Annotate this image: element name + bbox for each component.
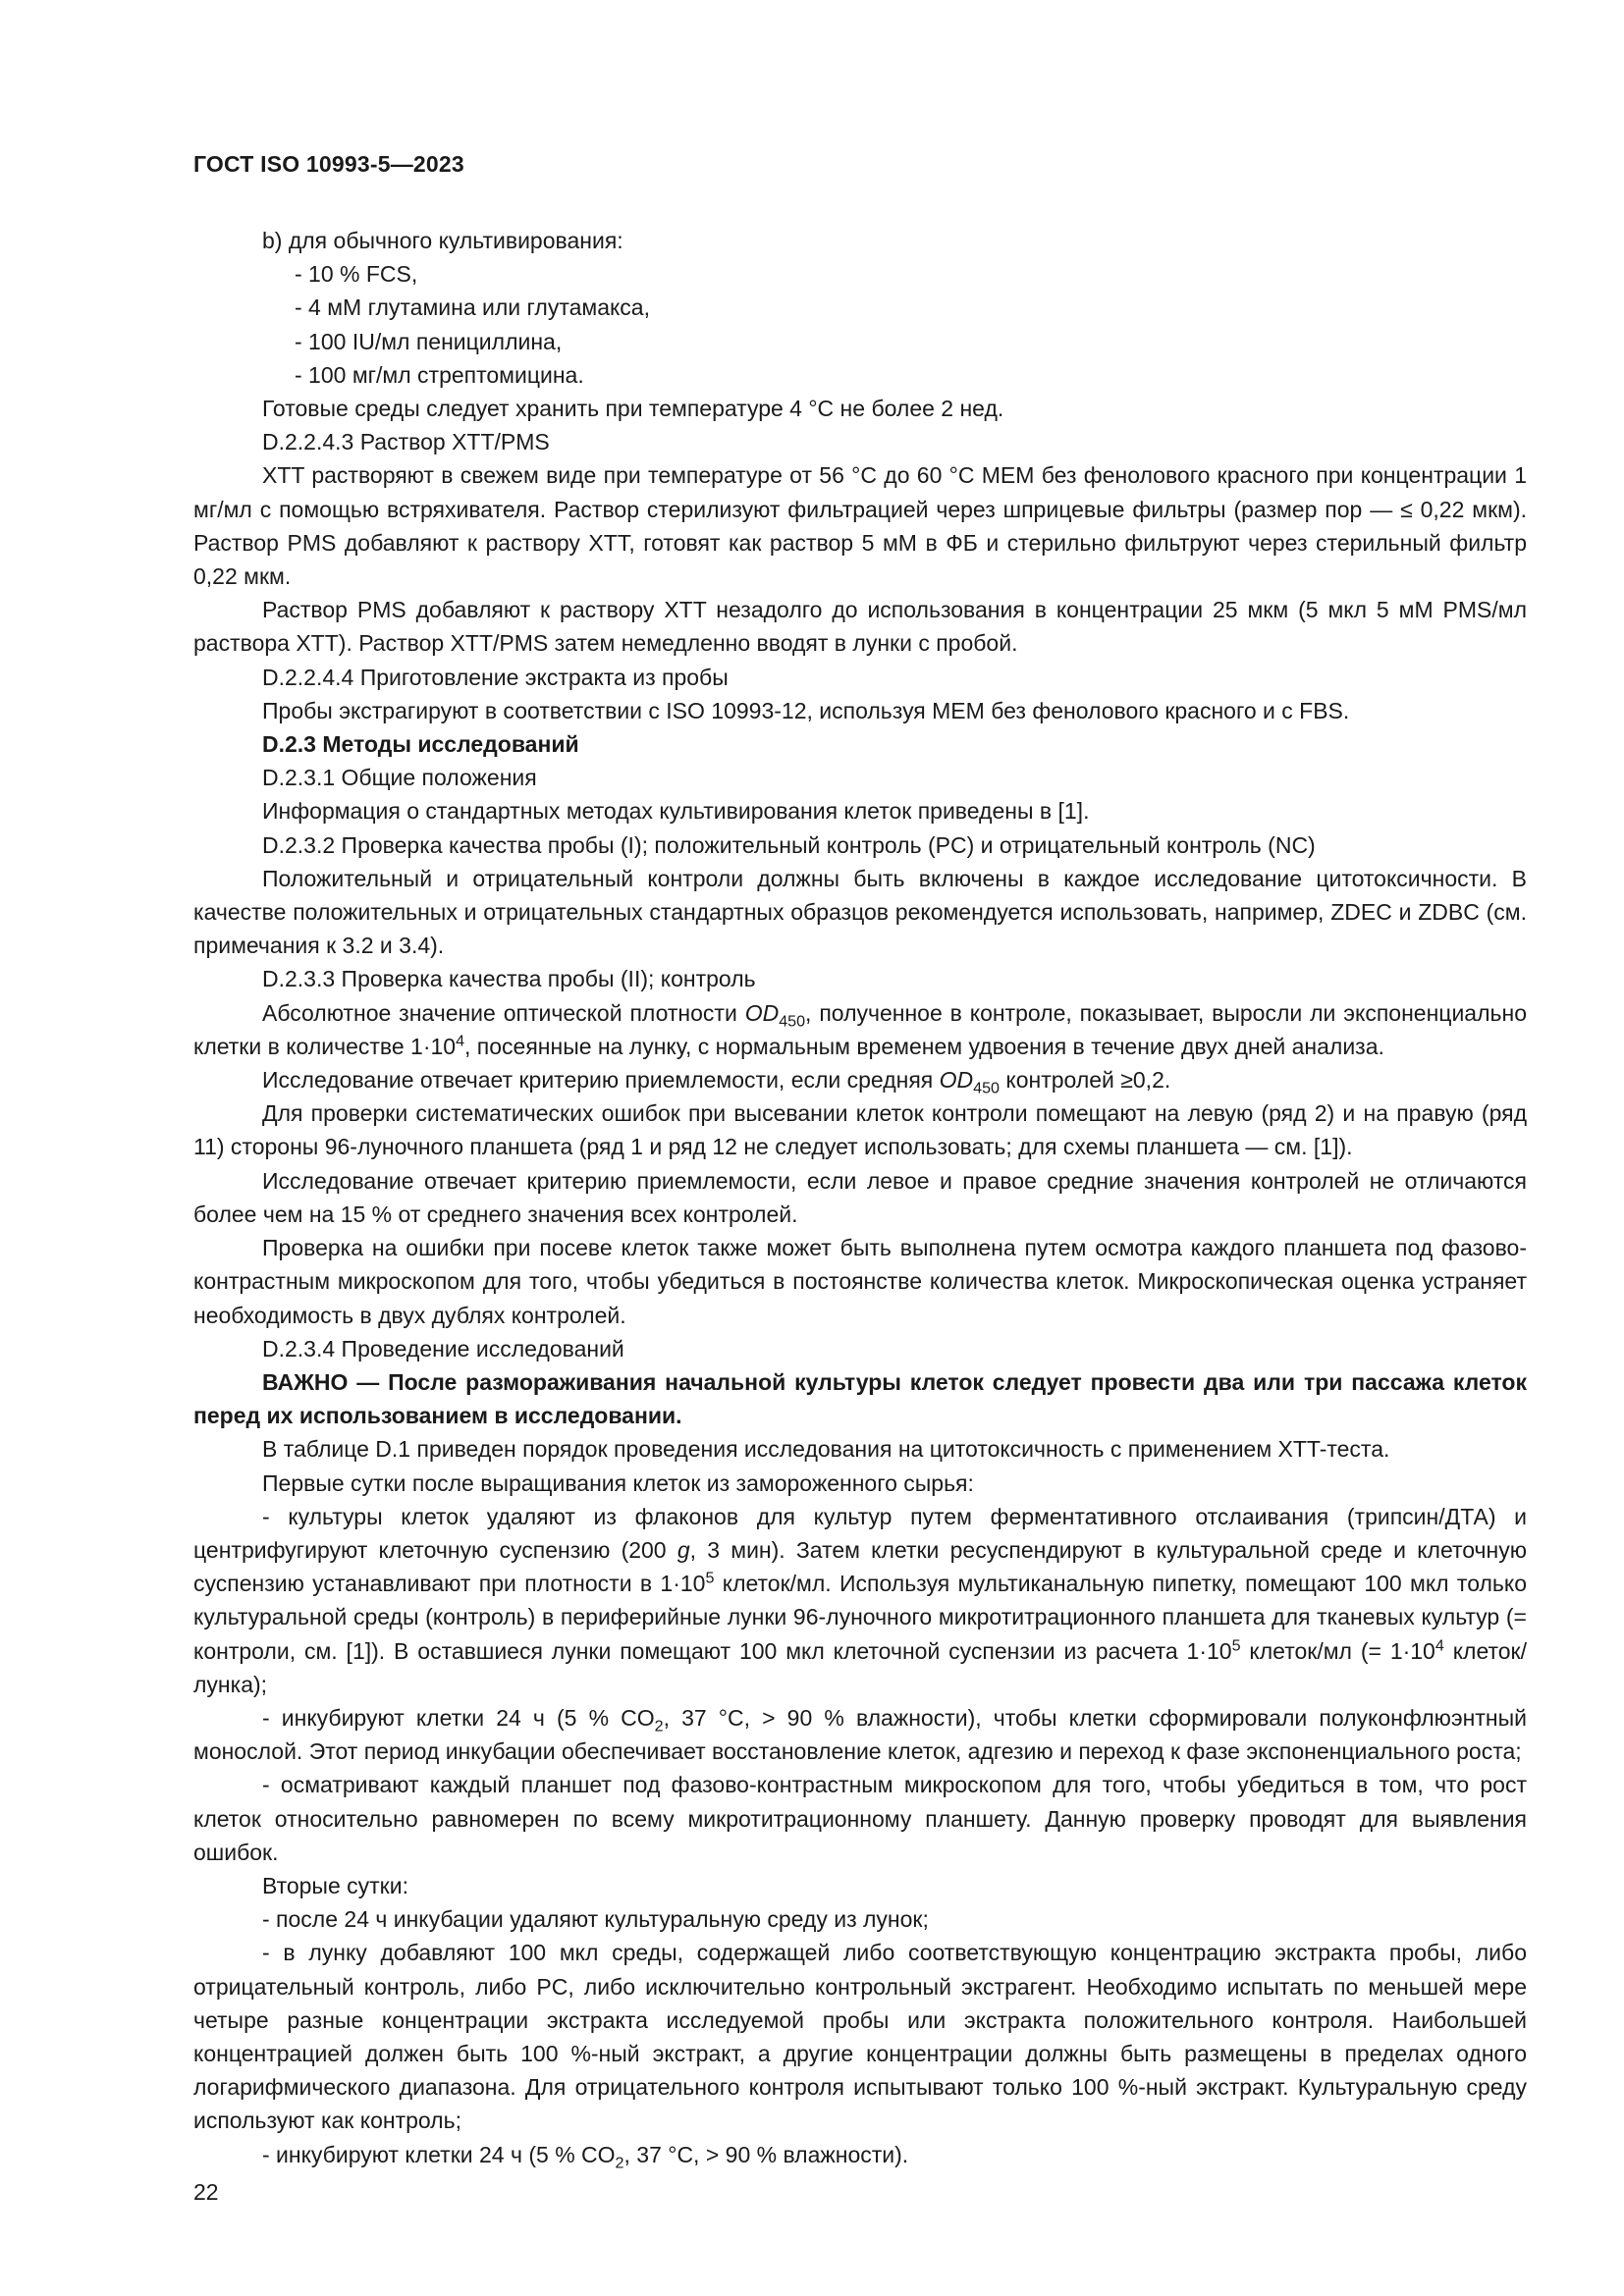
paragraph: Раствор PMS добавляют к раствору XTT незадолго до использования в концентрации 25 мкм (5 мкл 5 мМ PMS/мл раствора XTT). Раствор XTT/PMS затем немедленно вводят в лунки с пробой. xyxy=(193,597,1527,657)
procedure-step: - после 24 ч инкубации удаляют культуральную среду из лунок; xyxy=(262,1906,929,1933)
subsection-heading: D.2.3.4 Проведение исследований xyxy=(262,1335,624,1362)
subsection-heading: D.2.2.4.3 Раствор XTT/PMS xyxy=(262,429,550,455)
paragraph: Первые сутки после выращивания клеток из замороженного сырья: xyxy=(262,1469,974,1496)
paragraph: Информация о стандартных методах культивирования клеток приведены в [1]. xyxy=(262,798,1090,825)
subsection-heading: D.2.3.3 Проверка качества пробы (II); контроль xyxy=(262,966,756,992)
list-item: - 10 % FCS, xyxy=(295,261,418,288)
procedure-step: - культуры клеток удаляют из флаконов для культур путем ферментативного отслаивания (трипсин/ДТА) и центрифугируют клеточную суспензию (200 g, 3 мин). Затем клетки ресуспендируют в культуральной среде и клеточную суспензию устанавливают при плотности в $1\cdot 10^5$ клеток/мл. Используя мультиканальную пипетку, помещают 100 мкл только культуральной среды (контроль) в периферийные лунки 96-луночного микротитрационного планшета для тканевых культур (= контроли, см. [1]). В оставшиеся лунки помещают 100 мкл клеточной суспензии из расчета $1\cdot 10^5$ клеток/мл (= $1\cdot 10^4$ клеток/лунка); xyxy=(193,1503,1528,1697)
paragraph: Проверка на ошибки при посеве клеток также может быть выполнена путем осмотра каждого планшета под фазово-контрастным микроскопом для того, чтобы убедиться в постоянстве количества клеток. Микроскопическая оценка устраняет необходимость в двух дублях контролей. xyxy=(193,1235,1527,1328)
subsection-heading: D.2.2.4.4 Приготовление экстракта из пробы xyxy=(262,664,729,690)
paragraph: Исследование отвечает критерию приемлемости, если левое и правое средние значения контролей не отличаются более чем на 15 % от среднего значения всех контролей. xyxy=(193,1167,1527,1227)
subsection-heading: D.2.3.2 Проверка качества пробы (I); положительный контроль (PC) и отрицательный контроль (NC) xyxy=(262,831,1316,858)
paragraph: Исследование отвечает критерию приемлемости, если средняя $OD_{450}$ контролей ≥0,2. xyxy=(262,1067,1171,1097)
page-number: 22 xyxy=(193,2179,219,2205)
paragraph: Для проверки систематических ошибок при высевании клеток контроли помещают на левую (ряд 2) и на правую (ряд 11) стороны 96-луночного планшета (ряд 1 и ряд 12 не следует использовать; для схемы планшета — см. [1]). xyxy=(193,1100,1527,1160)
paragraph: Абсолютное значение оптической плотности $OD_{450}$, полученное в контроле, показывает, выросли ли экспоненциально клетки в количестве $1\cdot 10^4$, посеянные на лунку, с нормальным временем удвоения в течение двух дней анализа. xyxy=(193,999,1527,1059)
procedure-step: - осматривают каждый планшет под фазово-контрастным микроскопом для того, чтобы убедиться в том, что рост клеток относительно равномерен по всему микротитрационному планшету. Данную проверку проводят для выявления ошибок. xyxy=(193,1772,1527,1865)
procedure-step: - в лунку добавляют 100 мкл среды, содержащей либо соответствующую концентрацию экстракта пробы, либо отрицательный контроль, либо PC, либо исключительно контрольный экстрагент. Необходимо испытать по меньшей мере четыре разные концентрации экстракта исследуемой пробы или экстракта положительного контроля. Наибольшей концентрацией должен быть 100 %-ный экстракт, а другие концентрации должны быть размещены в пределах одного логарифмического диапазона. Для отрицательного контроля испытывают только 100 %-ный экстракт. Культуральную среду используют как контроль; xyxy=(193,1940,1527,2134)
paragraph: Готовые среды следует хранить при температуре 4 °С не более 2 нед. xyxy=(262,396,1004,422)
document-body xyxy=(193,224,1527,2171)
section-heading: D.2.3 Методы исследований xyxy=(262,731,579,758)
list-item-b: b) для обычного культивирования: xyxy=(262,228,623,253)
list-item: - 100 IU/мл пенициллина, xyxy=(295,328,563,354)
list-item: - 100 мг/мл стрептомицина. xyxy=(295,361,584,388)
subsection-heading: D.2.3.1 Общие положения xyxy=(262,765,537,791)
document-header: ГОСТ ISO 10993-5—2023 xyxy=(193,151,464,177)
paragraph: Положительный и отрицательный контроли должны быть включены в каждое исследование цитотоксичности. В качестве положительных и отрицательных стандартных образцов рекомендуется использовать, например, ZDEC и ZDBC (см. примечания к 3.2 и 3.4). xyxy=(193,865,1527,959)
list-item: - 4 мМ глутамина или глутамакса, xyxy=(295,294,650,321)
procedure-step: - инкубируют клетки 24 ч (5 % $CO_2$, 37 °С, > 90 % влажности), чтобы клетки сформировали полуконфлюэнтный монослой. Этот период инкубации обеспечивает восстановление клеток, адгезию и переход к фазе экспоненциального роста; xyxy=(193,1704,1527,1765)
paragraph: XTT растворяют в свежем виде при температуре от 56 °С до 60 °С МЕМ без фенолового красного при концентрации 1 мг/мл с помощью встряхивателя. Раствор стерилизуют фильтрацией через шприцевые фильтры (размер пор — ≤ 0,22 мкм). Раствор PMS добавляют к раствору XTT, готовят как раствор 5 мМ в ФБ и стерильно фильтруют через стерильный фильтр 0,22 мкм. xyxy=(193,462,1527,590)
procedure-step: - инкубируют клетки 24 ч (5 % $CO_2$, 37 °С, > 90 % влажности). xyxy=(262,2141,909,2172)
paragraph: Пробы экстрагируют в соответствии с ISO 10993-12, используя МЕМ без фенолового красного и с FBS. xyxy=(262,697,1350,723)
important-note: ВАЖНО — После размораживания начальной культуры клеток следует провести два или три пассажа клеток перед их использованием в исследовании. xyxy=(193,1368,1527,1429)
paragraph: Вторые сутки: xyxy=(262,1872,408,1898)
paragraph: В таблице D.1 приведен порядок проведения исследования на цитотоксичность с применением XTT-теста. xyxy=(262,1436,1390,1463)
